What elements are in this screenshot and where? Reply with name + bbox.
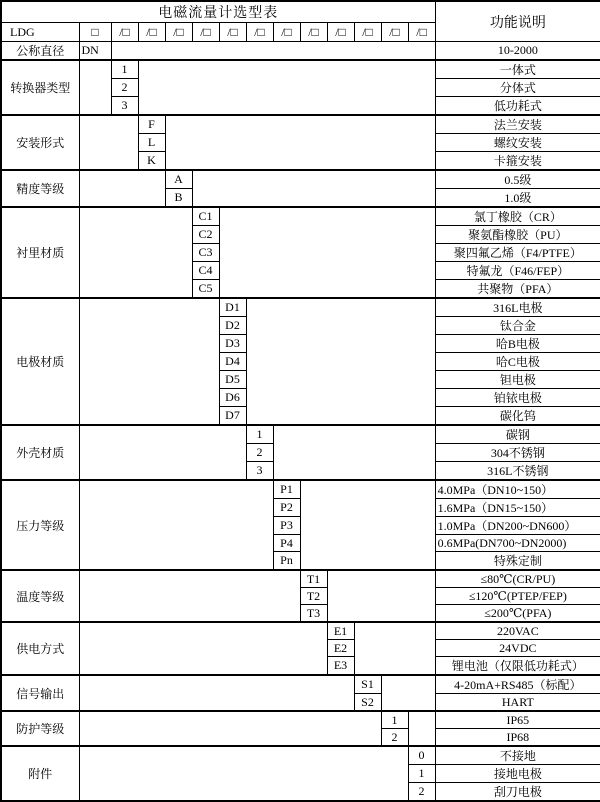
desc-cell: 不接地: [435, 746, 600, 765]
desc-cell: ≤120℃(PTEP/FEP): [435, 588, 600, 605]
table-row: [1, 746, 600, 765]
model-first-box-cell: □: [79, 23, 111, 42]
blank-cell: [354, 622, 435, 675]
desc-cell: 螺纹安装: [435, 134, 600, 152]
desc-cell: 哈C电极: [435, 353, 600, 371]
desc-cell: 4.0MPa（DN10~150）: [435, 480, 600, 499]
table-title: 电磁流量计选型表: [1, 1, 435, 23]
blank-cell: [192, 170, 435, 207]
table-row: [1, 570, 600, 588]
blank-cell: [408, 711, 435, 746]
code-slot-cell: /□: [381, 23, 408, 42]
desc-cell: 哈B电极: [435, 335, 600, 353]
blank-cell: [79, 570, 300, 622]
category-cell: 公称直径: [1, 42, 79, 61]
code-cell: C2: [192, 226, 219, 244]
code-cell: S2: [354, 694, 381, 712]
code-cell: 3: [111, 97, 138, 116]
blank-cell: [79, 711, 381, 746]
desc-cell: ≤200℃(PFA): [435, 605, 600, 623]
code-slot-cell: /□: [273, 23, 300, 42]
code-cell: 1: [246, 425, 273, 444]
code-cell: C5: [192, 280, 219, 299]
desc-cell: 低功耗式: [435, 97, 600, 116]
code-cell: D4: [219, 353, 246, 371]
code-slot-cell: /□: [111, 23, 138, 42]
desc-cell: 分体式: [435, 79, 600, 97]
blank-cell: [219, 207, 435, 298]
code-cell: C3: [192, 244, 219, 262]
desc-cell: 一体式: [435, 60, 600, 79]
category-cell: 供电方式: [1, 622, 79, 675]
code-slot-cell: /□: [219, 23, 246, 42]
blank-cell: [300, 480, 435, 570]
desc-cell: 1.0级: [435, 189, 600, 208]
code-cell: 2: [111, 79, 138, 97]
blank-cell: [79, 480, 273, 570]
desc-cell: 316L不锈钢: [435, 462, 600, 481]
desc-cell: 法兰安装: [435, 115, 600, 134]
table-row: [1, 42, 600, 61]
code-cell: D7: [219, 407, 246, 426]
blank-cell: [273, 425, 435, 480]
code-cell: P1: [273, 480, 300, 499]
desc-cell: 氯丁橡胶（CR）: [435, 207, 600, 226]
code-slot-cell: /□: [192, 23, 219, 42]
blank-cell: [246, 298, 435, 425]
desc-cell: 锂电池（仅限低功耗式）: [435, 657, 600, 676]
desc-cell: 铂铱电极: [435, 389, 600, 407]
code-cell: E3: [327, 657, 354, 676]
category-cell: 温度等级: [1, 570, 79, 622]
blank-cell: [79, 207, 192, 298]
category-cell: 防护等级: [1, 711, 79, 746]
desc-cell: 接地电极: [435, 765, 600, 783]
blank-cell: [138, 60, 435, 115]
category-cell: 信号输出: [1, 675, 79, 711]
code-cell: D1: [219, 298, 246, 317]
model-prefix-cell: LDG: [1, 23, 79, 42]
blank-cell: [165, 115, 435, 170]
code-cell: S1: [354, 675, 381, 694]
code-cell: 1: [408, 765, 435, 783]
blank-cell: [327, 570, 435, 622]
table-row: [1, 622, 600, 640]
category-cell: 转换器类型: [1, 60, 79, 115]
desc-cell: 220VAC: [435, 622, 600, 640]
desc-cell: 碳化钨: [435, 407, 600, 426]
code-cell: 2: [381, 729, 408, 747]
code-cell: 3: [246, 462, 273, 481]
code-cell: C1: [192, 207, 219, 226]
code-cell: D2: [219, 317, 246, 335]
code-slot-cell: /□: [165, 23, 192, 42]
table-row: [1, 675, 600, 694]
code-cell: P4: [273, 535, 300, 552]
category-cell: 压力等级: [1, 480, 79, 570]
table-row: [1, 60, 600, 79]
blank-cell: [79, 746, 408, 801]
category-cell: 精度等级: [1, 170, 79, 207]
code-cell: P3: [273, 517, 300, 535]
desc-cell: 刮刀电极: [435, 783, 600, 802]
desc-cell: IP68: [435, 729, 600, 747]
table-row: [1, 115, 600, 134]
blank-cell: [79, 425, 246, 480]
code-cell: T3: [300, 605, 327, 623]
code-cell: E1: [327, 622, 354, 640]
desc-cell: 4-20mA+RS485（标配）: [435, 675, 600, 694]
category-cell: 附件: [1, 746, 79, 801]
code-cell: D5: [219, 371, 246, 389]
desc-cell: 碳钢: [435, 425, 600, 444]
code-slot-cell: /□: [300, 23, 327, 42]
table-row: [1, 425, 600, 444]
table-row: [1, 170, 600, 189]
code-cell: P2: [273, 499, 300, 517]
desc-cell: 特殊定制: [435, 552, 600, 571]
blank-cell: [79, 60, 111, 115]
category-cell: 衬里材质: [1, 207, 79, 298]
code-cell: L: [138, 134, 165, 152]
blank-cell: [111, 42, 435, 61]
code-cell: 2: [408, 783, 435, 802]
code-cell: D3: [219, 335, 246, 353]
code-cell: 1: [381, 711, 408, 729]
desc-cell: 316L电极: [435, 298, 600, 317]
code-cell: T1: [300, 570, 327, 588]
desc-cell: 聚氨酯橡胶（PU）: [435, 226, 600, 244]
category-cell: 安装形式: [1, 115, 79, 170]
blank-cell: [79, 115, 138, 170]
table-row: [1, 207, 600, 226]
desc-cell: 共聚物（PFA）: [435, 280, 600, 299]
code-cell: C4: [192, 262, 219, 280]
code-cell: 1: [111, 60, 138, 79]
desc-cell: 1.6MPa（DN15~150）: [435, 499, 600, 517]
desc-cell: ≤80℃(CR/PU): [435, 570, 600, 588]
table-row: [1, 711, 600, 729]
blank-cell: [381, 675, 435, 711]
blank-cell: [79, 170, 165, 207]
desc-cell: 1.0MPa（DN200~DN600）: [435, 517, 600, 535]
desc-cell: HART: [435, 694, 600, 712]
table-row: [1, 298, 600, 317]
category-cell: 电极材质: [1, 298, 79, 425]
code-cell: E2: [327, 640, 354, 657]
code-slot-cell: /□: [408, 23, 435, 42]
code-slot-cell: /□: [327, 23, 354, 42]
desc-cell: 24VDC: [435, 640, 600, 657]
table-row: [1, 480, 600, 499]
code-slot-cell: /□: [246, 23, 273, 42]
desc-cell: 钽电极: [435, 371, 600, 389]
desc-cell: 304不锈钢: [435, 444, 600, 462]
desc-cell: 0.6MPa(DN700~DN2000): [435, 535, 600, 552]
code-cell: 2: [246, 444, 273, 462]
blank-cell: [79, 675, 354, 711]
desc-cell: 特氟龙（F46/FEP）: [435, 262, 600, 280]
desc-cell: 10-2000: [435, 42, 600, 61]
title-row: [1, 1, 600, 23]
code-cell: T2: [300, 588, 327, 605]
code-cell: B: [165, 189, 192, 208]
code-cell: D6: [219, 389, 246, 407]
code-cell: Pn: [273, 552, 300, 571]
desc-cell: 卡箍安装: [435, 152, 600, 171]
code-cell: F: [138, 115, 165, 134]
code-slot-cell: /□: [138, 23, 165, 42]
function-column-header: 功能说明: [435, 1, 600, 42]
desc-cell: IP65: [435, 711, 600, 729]
desc-cell: 聚四氟乙烯（F4/PTFE）: [435, 244, 600, 262]
code-cell: A: [165, 170, 192, 189]
code-cell: K: [138, 152, 165, 171]
category-cell: 外壳材质: [1, 425, 79, 480]
code-slot-cell: /□: [354, 23, 381, 42]
blank-cell: [79, 298, 219, 425]
desc-cell: 钛合金: [435, 317, 600, 335]
code-cell: DN: [79, 42, 111, 61]
code-cell: 0: [408, 746, 435, 765]
blank-cell: [79, 622, 327, 675]
desc-cell: 0.5级: [435, 170, 600, 189]
